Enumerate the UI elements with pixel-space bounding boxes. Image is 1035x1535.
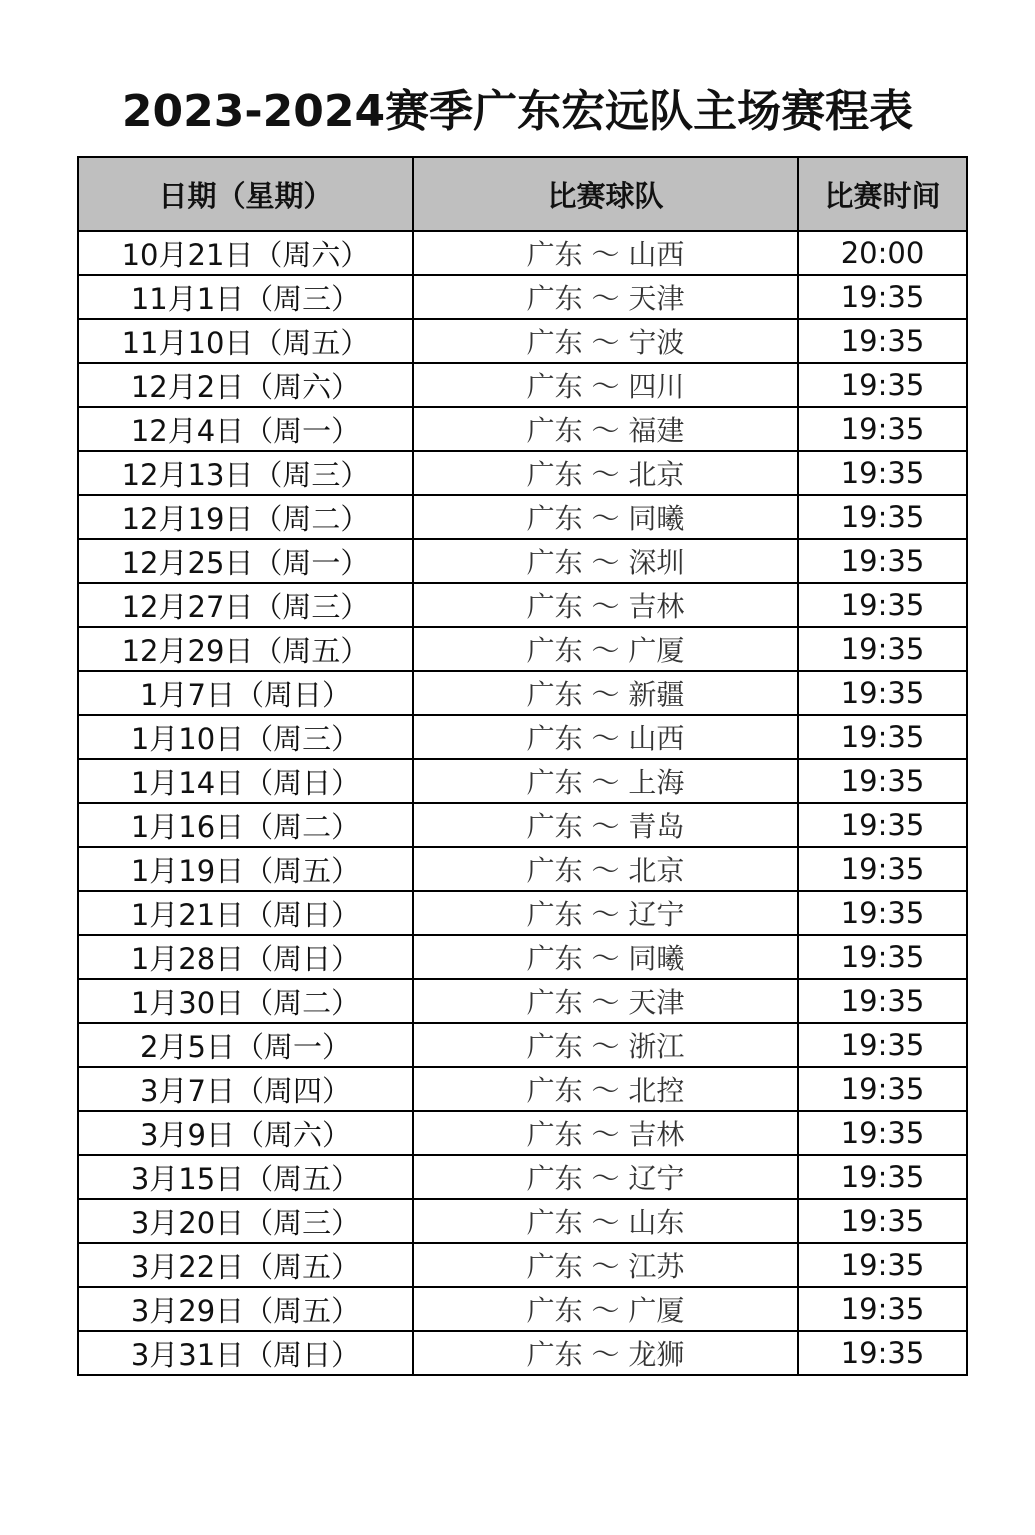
date-cell: 1月14日（周日） — [78, 759, 413, 803]
table-row — [78, 1287, 967, 1331]
time-cell: 19:35 — [798, 275, 967, 319]
date-cell: 12月29日（周五） — [78, 627, 413, 671]
header-row — [78, 157, 967, 231]
time-cell: 19:35 — [798, 1287, 967, 1331]
table-row — [78, 1111, 967, 1155]
date-cell: 1月16日（周二） — [78, 803, 413, 847]
table-row — [78, 451, 967, 495]
time-cell: 19:35 — [798, 1331, 967, 1375]
header-teams: 比赛球队 — [413, 157, 798, 231]
time-cell: 19:35 — [798, 847, 967, 891]
time-cell: 19:35 — [798, 979, 967, 1023]
table-row — [78, 539, 967, 583]
time-cell: 19:35 — [798, 671, 967, 715]
schedule-table — [77, 156, 968, 1376]
date-cell: 11月10日（周五） — [78, 319, 413, 363]
date-cell: 3月29日（周五） — [78, 1287, 413, 1331]
teams-cell: 广东 ～ 吉林 — [413, 1111, 798, 1155]
time-cell: 19:35 — [798, 363, 967, 407]
time-cell: 19:35 — [798, 539, 967, 583]
table-row — [78, 847, 967, 891]
table-row — [78, 715, 967, 759]
teams-cell: 广东 ～ 吉林 — [413, 583, 798, 627]
teams-cell: 广东 ～ 福建 — [413, 407, 798, 451]
table-row — [78, 979, 967, 1023]
teams-cell: 广东 ～ 浙江 — [413, 1023, 798, 1067]
date-cell: 1月10日（周三） — [78, 715, 413, 759]
date-cell: 1月7日（周日） — [78, 671, 413, 715]
table-row — [78, 1199, 967, 1243]
table-row — [78, 759, 967, 803]
teams-cell: 广东 ～ 山西 — [413, 715, 798, 759]
time-cell: 19:35 — [798, 803, 967, 847]
time-cell: 19:35 — [798, 319, 967, 363]
teams-cell: 广东 ～ 江苏 — [413, 1243, 798, 1287]
teams-cell: 广东 ～ 宁波 — [413, 319, 798, 363]
table-row — [78, 319, 967, 363]
teams-cell: 广东 ～ 北京 — [413, 847, 798, 891]
date-cell: 12月2日（周六） — [78, 363, 413, 407]
teams-cell: 广东 ～ 广厦 — [413, 1287, 798, 1331]
time-cell: 19:35 — [798, 715, 967, 759]
time-cell: 19:35 — [798, 1243, 967, 1287]
teams-cell: 广东 ～ 上海 — [413, 759, 798, 803]
schedule-body — [78, 231, 967, 1375]
time-cell: 19:35 — [798, 407, 967, 451]
date-cell: 10月21日（周六） — [78, 231, 413, 275]
time-cell: 19:35 — [798, 759, 967, 803]
teams-cell: 广东 ～ 青岛 — [413, 803, 798, 847]
date-cell: 11月1日（周三） — [78, 275, 413, 319]
table-row — [78, 583, 967, 627]
date-cell: 3月15日（周五） — [78, 1155, 413, 1199]
time-cell: 19:35 — [798, 935, 967, 979]
teams-cell: 广东 ～ 新疆 — [413, 671, 798, 715]
time-cell: 19:35 — [798, 627, 967, 671]
time-cell: 19:35 — [798, 1067, 967, 1111]
date-cell: 2月5日（周一） — [78, 1023, 413, 1067]
page-title: 2023-2024赛季广东宏远队主场赛程表 — [121, 86, 914, 137]
time-cell: 19:35 — [798, 583, 967, 627]
teams-cell: 广东 ～ 北控 — [413, 1067, 798, 1111]
date-cell: 3月22日（周五） — [78, 1243, 413, 1287]
time-cell: 19:35 — [798, 451, 967, 495]
teams-cell: 广东 ～ 北京 — [413, 451, 798, 495]
header-date: 日期（星期） — [78, 157, 413, 231]
date-cell: 12月19日（周二） — [78, 495, 413, 539]
time-cell: 20:00 — [798, 231, 967, 275]
table-row — [78, 1331, 967, 1375]
teams-cell: 广东 ～ 广厦 — [413, 627, 798, 671]
table-row — [78, 275, 967, 319]
teams-cell: 广东 ～ 同曦 — [413, 935, 798, 979]
date-cell: 12月27日（周三） — [78, 583, 413, 627]
teams-cell: 广东 ～ 同曦 — [413, 495, 798, 539]
time-cell: 19:35 — [798, 1155, 967, 1199]
date-cell: 12月13日（周三） — [78, 451, 413, 495]
teams-cell: 广东 ～ 四川 — [413, 363, 798, 407]
table-row — [78, 363, 967, 407]
date-cell: 3月31日（周日） — [78, 1331, 413, 1375]
teams-cell: 广东 ～ 天津 — [413, 275, 798, 319]
date-cell: 3月9日（周六） — [78, 1111, 413, 1155]
table-row — [78, 1067, 967, 1111]
date-cell: 3月20日（周三） — [78, 1199, 413, 1243]
teams-cell: 广东 ～ 龙狮 — [413, 1331, 798, 1375]
time-cell: 19:35 — [798, 1111, 967, 1155]
time-cell: 19:35 — [798, 1023, 967, 1067]
table-row — [78, 1243, 967, 1287]
table-row — [78, 1155, 967, 1199]
date-cell: 12月25日（周一） — [78, 539, 413, 583]
teams-cell: 广东 ～ 辽宁 — [413, 1155, 798, 1199]
date-cell: 1月19日（周五） — [78, 847, 413, 891]
table-row — [78, 407, 967, 451]
table-row — [78, 891, 967, 935]
table-row — [78, 671, 967, 715]
table-row — [78, 803, 967, 847]
time-cell: 19:35 — [798, 495, 967, 539]
teams-cell: 广东 ～ 深圳 — [413, 539, 798, 583]
teams-cell: 广东 ～ 辽宁 — [413, 891, 798, 935]
table-row — [78, 495, 967, 539]
date-cell: 12月4日（周一） — [78, 407, 413, 451]
time-cell: 19:35 — [798, 891, 967, 935]
table-row — [78, 627, 967, 671]
table-row — [78, 935, 967, 979]
teams-cell: 广东 ～ 山东 — [413, 1199, 798, 1243]
date-cell: 1月30日（周二） — [78, 979, 413, 1023]
teams-cell: 广东 ～ 天津 — [413, 979, 798, 1023]
table-row — [78, 231, 967, 275]
header-time: 比赛时间 — [798, 157, 967, 231]
time-cell: 19:35 — [798, 1199, 967, 1243]
teams-cell: 广东 ～ 山西 — [413, 231, 798, 275]
date-cell: 1月21日（周日） — [78, 891, 413, 935]
table-row — [78, 1023, 967, 1067]
date-cell: 1月28日（周日） — [78, 935, 413, 979]
date-cell: 3月7日（周四） — [78, 1067, 413, 1111]
